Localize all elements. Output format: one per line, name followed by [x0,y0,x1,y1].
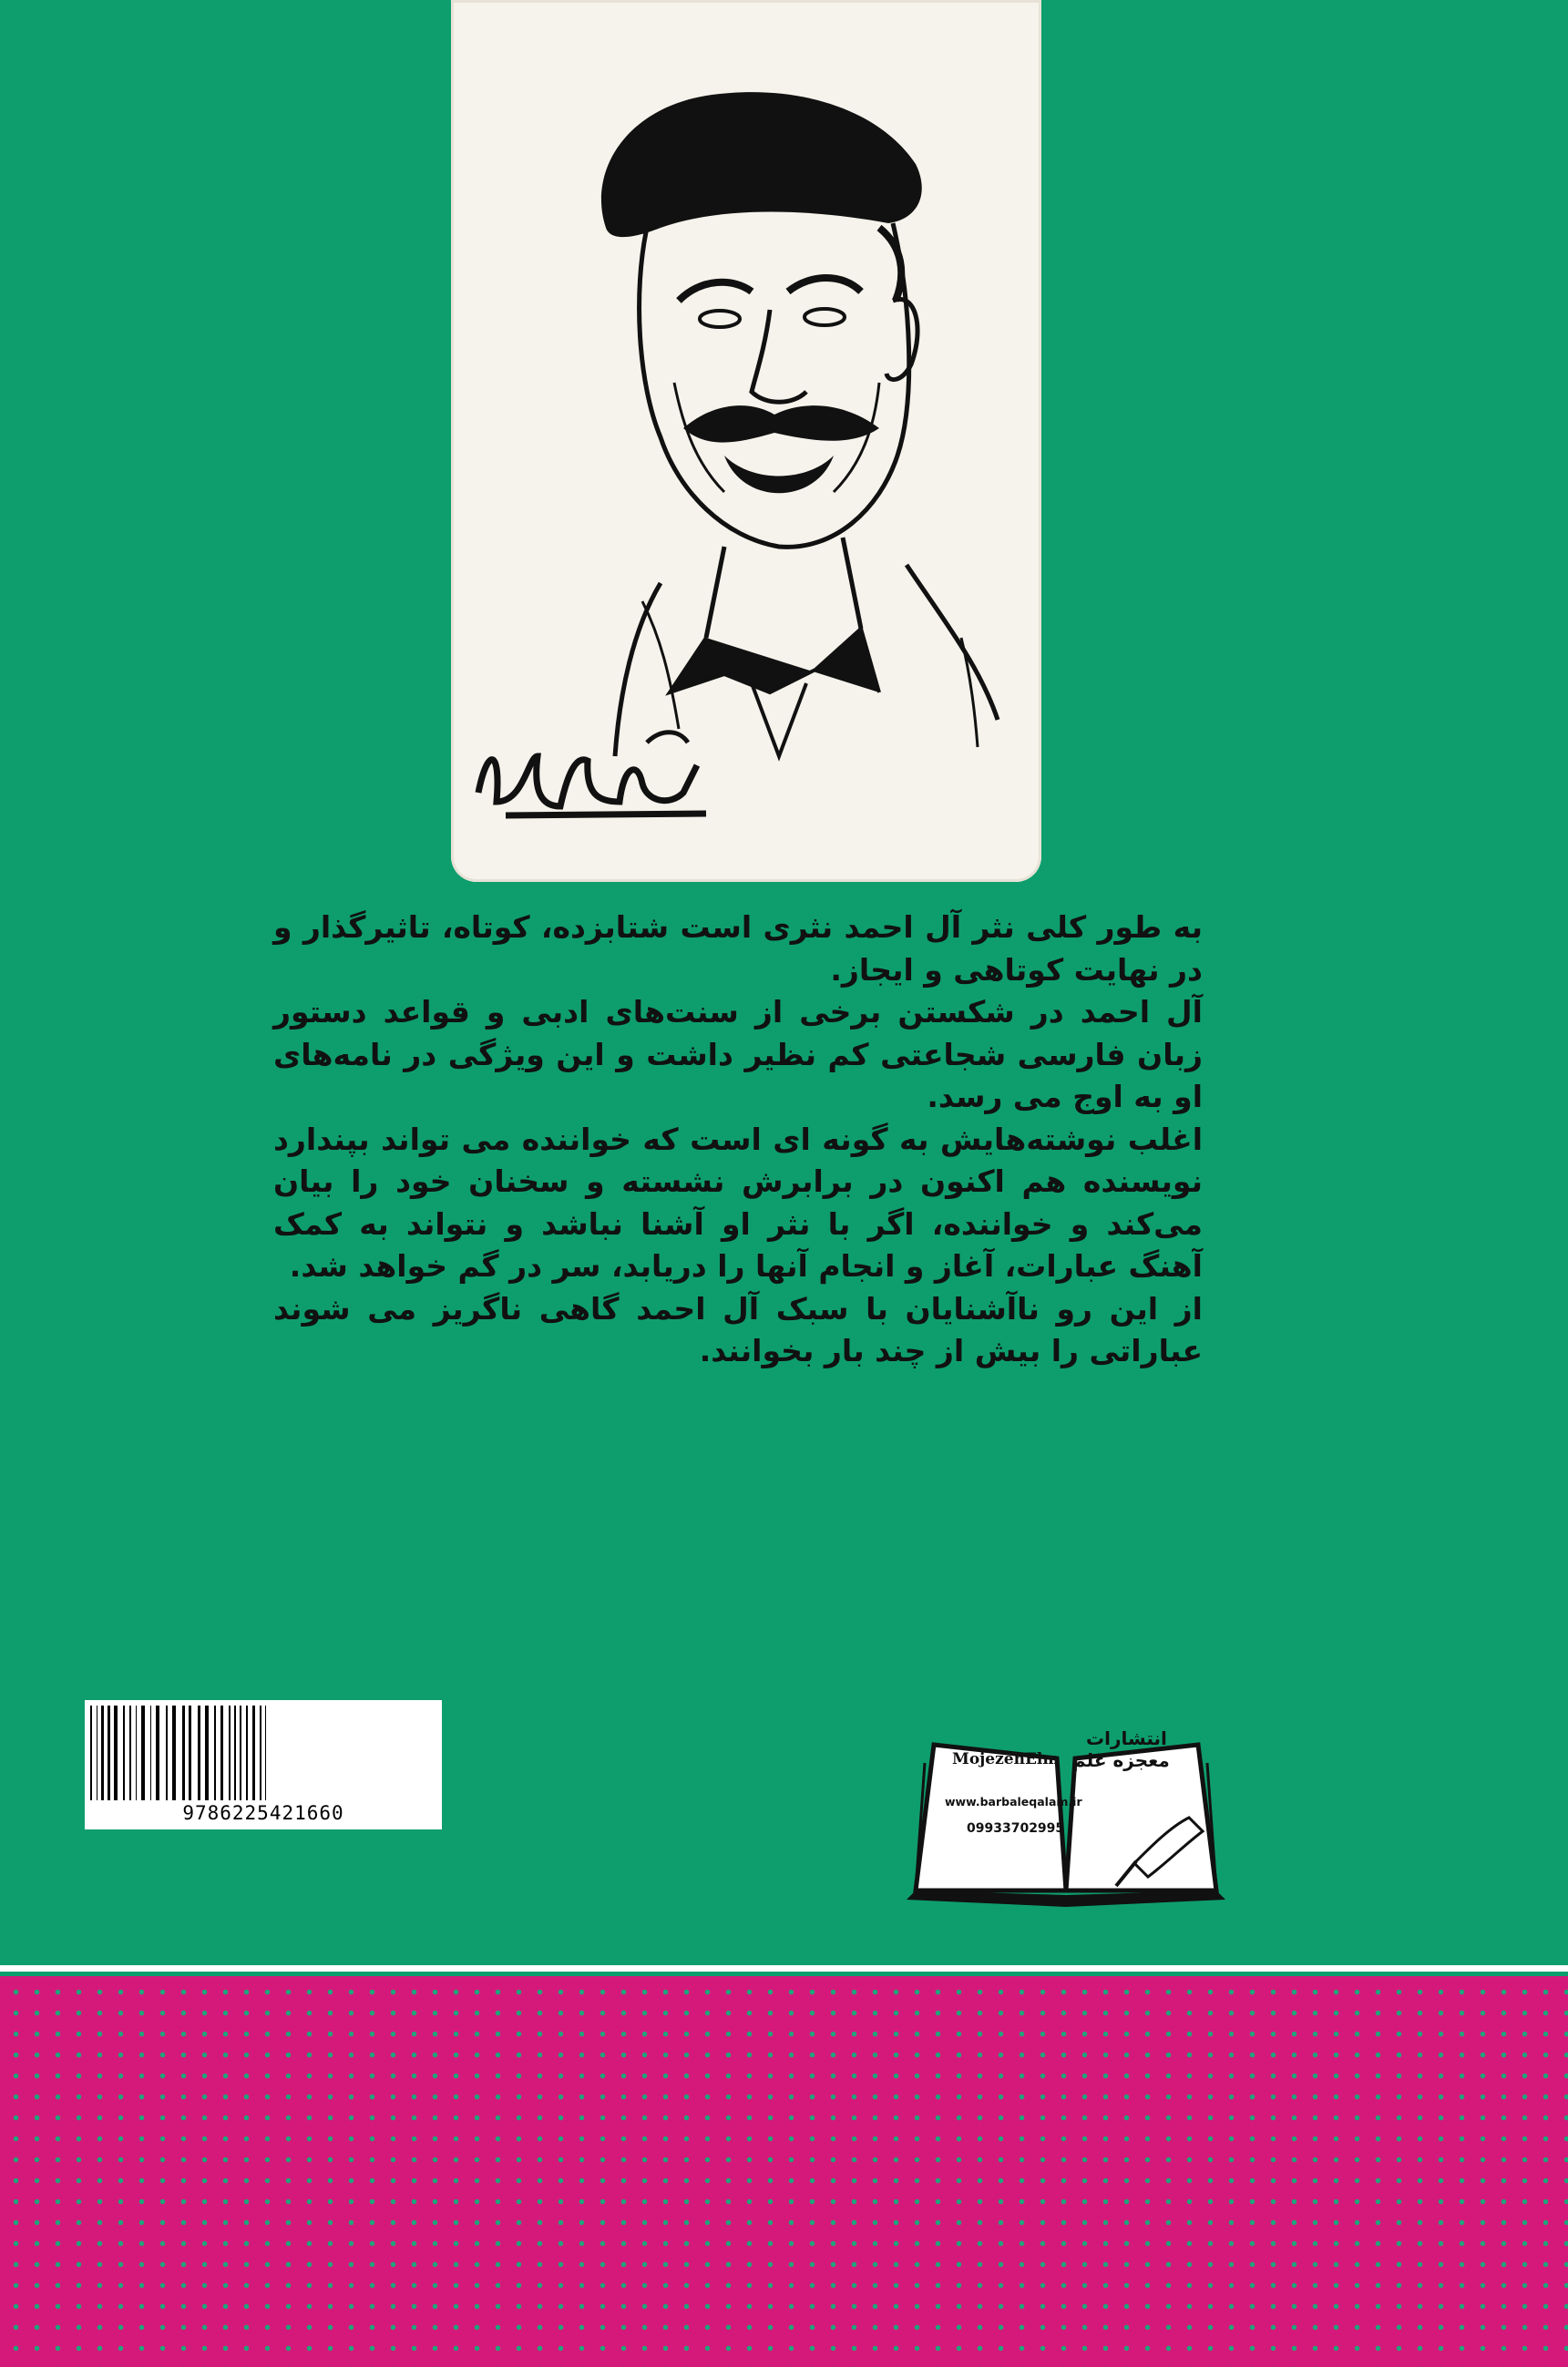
barcode-bar [136,1706,137,1800]
barcode-bar [214,1706,216,1800]
publisher-name-en: MojezehElm [952,1750,1060,1768]
blurb-paragraph-4: از این رو ناآشنایان با سبک آل احمد گاهی ناگریز می شوند عباراتی را بیش از چند بار بخوانند. [273,1290,1203,1368]
barcode-bar [198,1706,200,1800]
barcode-bar [252,1706,255,1800]
barcode-bar [90,1706,92,1800]
barcode-bar [260,1706,261,1800]
barcode-bar [172,1706,176,1800]
blurb-paragraph-3: اغلب نوشته‌هایش به گونه ای است که خواننده می تواند بپندارد نویسنده هم اکنون در برابرش نشسته و سخنان خود را بیان می‌کند و خواننده، اگر با نثر او آشنا نباشد و نتواند به کمک آهنگ عبارات، آغاز و انجام آنها را دریابد، سر در گم خواهد شد. [273,1121,1203,1284]
author-portrait [451,0,1041,882]
barcode-bar [240,1706,241,1800]
back-cover-blurb [273,907,1203,1373]
isbn-number: 9786225421660 [182,1802,344,1824]
barcode-bar [189,1706,191,1800]
publisher-logo [897,1708,1233,1911]
publisher-website: www.barbaleqalam.ir [945,1795,1082,1809]
barcode-bar [150,1706,151,1800]
barcode-bar [114,1706,118,1800]
publisher-phone: 09933702995 [967,1821,1065,1836]
barcode-bar [205,1706,209,1800]
barcode-bar [156,1706,159,1800]
publisher-name-fa: معجزه علم [1072,1749,1170,1771]
isbn-barcode [85,1700,442,1829]
barcode-bar [101,1706,104,1800]
barcode-bars [85,1700,442,1802]
barcode-bar [141,1706,145,1800]
publisher-label-fa: انتشارات [1086,1727,1167,1749]
blurb-paragraph-2: آل احمد در شکستن برخی از سنت‌های ادبی و قواعد دستور زبان فارسی شجاعتی کم نظیر داشت و این ویژگی در نامه‌های او به اوج می رسد. [273,994,1203,1114]
barcode-bar [108,1706,110,1800]
barcode-bar [123,1706,125,1800]
barcode-bar [129,1706,131,1800]
barcode-bar [246,1706,248,1800]
polka-dot-band [0,1976,1568,2367]
portrait-illustration [451,0,1041,882]
blurb-paragraph-1: به طور کلی نثر آل احمد نثری است شتابزده، کوتاه، تاثیرگذار و در نهایت کوتاهی و ایجاز. [273,909,1203,988]
barcode-bar [265,1706,266,1800]
barcode-bar [220,1706,223,1800]
open-book-icon [897,1708,1233,1911]
barcode-bar [182,1706,185,1800]
barcode-bar [234,1706,236,1800]
barcode-bar [229,1706,231,1800]
barcode-bar [166,1706,168,1800]
